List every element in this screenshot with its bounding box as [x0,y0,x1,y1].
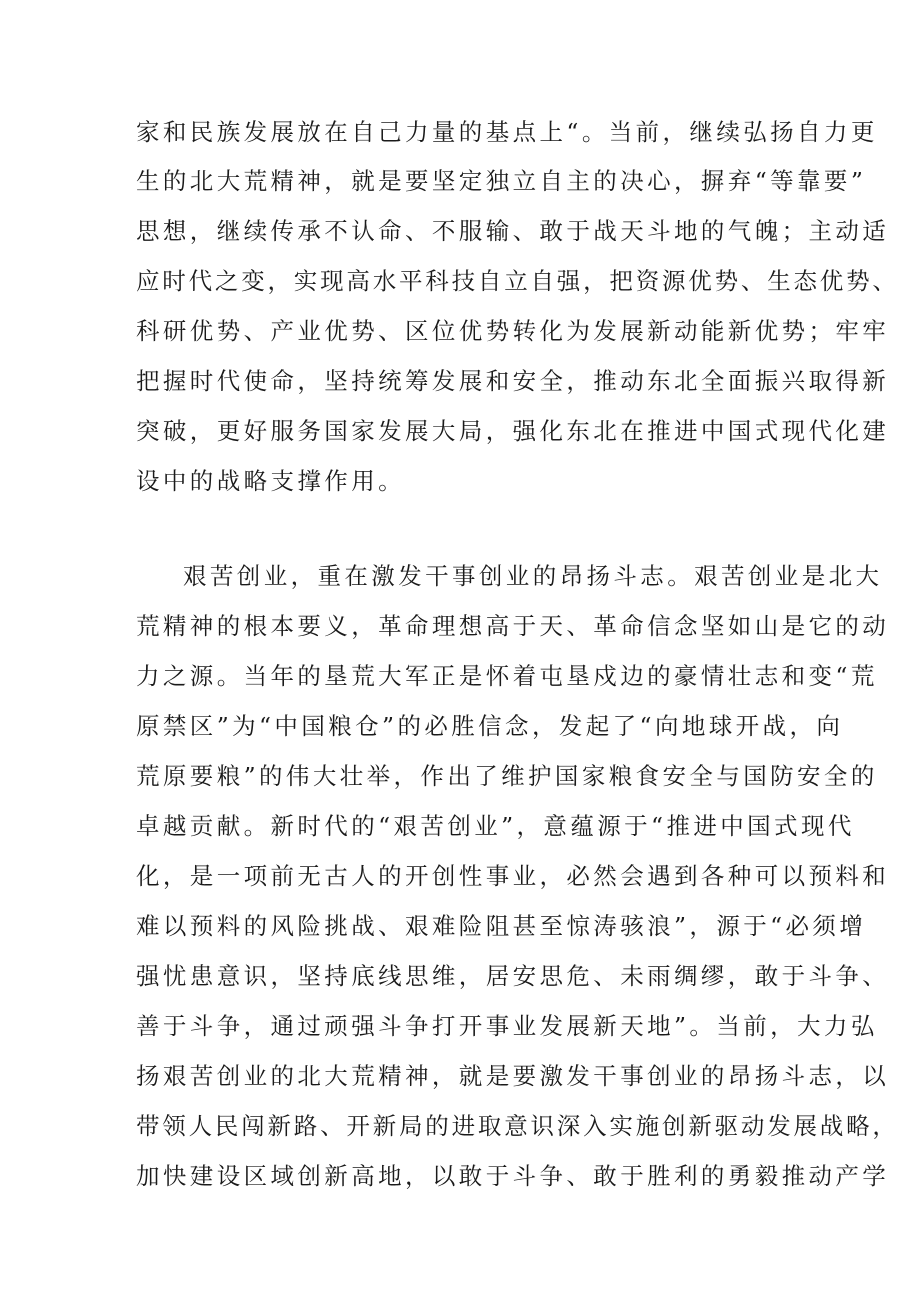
text-line: 卓越贡献。新时代的“艰苦创业”，意蕴源于“推进中国式现代 [136,812,855,840]
text-line: 应时代之变，实现高水平科技自立自强，把资源优势、生态优势、 [136,267,899,295]
text-line: 艰苦创业，重在激发干事创业的昂扬斗志。艰苦创业是北大 [183,562,883,590]
text-line: 荒原要粮”的伟大壮举，作出了维护国家粮食安全与国防安全的 [136,762,878,790]
text-line: 荒精神的根本要义，革命理想高于天、革命信念坚如山是它的动 [136,612,890,640]
text-line: 力之源。当年的垦荒大军正是怀着屯垦戍边的豪情壮志和变“荒 [136,662,878,690]
text-line: 科研优势、产业优势、区位优势转化为发展新动能新优势；牢牢 [136,317,890,345]
text-line: 化，是一项前无古人的开创性事业，必然会遇到各种可以预料和 [136,862,890,890]
text-line: 家和民族发展放在自己力量的基点上“。当前，继续弘扬自力更 [136,118,878,146]
text-line: 设中的战略支撑作用。 [136,467,405,495]
text-line: 把握时代使命，坚持统筹发展和安全，推动东北全面振兴取得新 [136,367,890,395]
text-line: 思想，继续传承不认命、不服输、敢于战天斗地的气魄；主动适 [136,217,890,245]
text-line: 突破，更好服务国家发展大局，强化东北在推进中国式现代化建 [136,417,890,445]
text-line: 难以预料的风险挑战、艰难险阻甚至惊涛骇浪”，源于“必须增 [136,912,867,940]
text-line: 加快建设区域创新高地，以敢于斗争、敢于胜利的勇毅推动产学 [136,1162,890,1190]
text-line: 带领人民闯新路、开新局的进取意识深入实施创新驱动发展战略， [136,1112,899,1140]
text-line: 扬艰苦创业的北大荒精神，就是要激发干事创业的昂扬斗志，以 [136,1062,890,1090]
text-line: 原禁区”为“中国粮仓”的必胜信念，发起了“向地球开战，向 [136,712,844,740]
text-line: 生的北大荒精神，就是要坚定独立自主的决心，摒弃“等靠要” [136,167,867,195]
text-line: 善于斗争，通过顽强斗争打开事业发展新天地”。当前，大力弘 [136,1012,878,1040]
text-line: 强忧患意识，坚持底线思维，居安思危、未雨绸缪，敢于斗争、 [136,962,890,990]
